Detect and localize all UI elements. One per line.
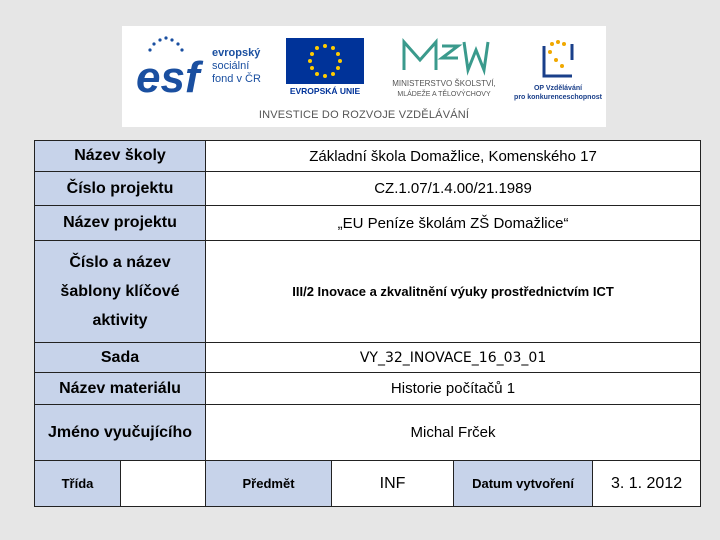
table-row <box>35 141 701 172</box>
label-project-number: Číslo projektu <box>35 172 206 206</box>
table-row <box>35 343 701 373</box>
project-info-table <box>34 140 701 507</box>
table-row <box>35 172 701 206</box>
op-vzdelavani-logo <box>514 36 602 106</box>
label-teacher-name: Jméno vyučujícího <box>35 405 206 461</box>
logo-banner <box>122 26 606 127</box>
op-line1: OP Vzdělávání <box>533 85 583 92</box>
table-row <box>35 241 701 343</box>
value-project-number: CZ.1.07/1.4.00/21.1989 <box>206 172 701 206</box>
value-material-name: Historie počítačů 1 <box>206 373 701 405</box>
label-school-name: Název školy <box>35 141 206 172</box>
table-row <box>35 405 701 461</box>
label-template: Číslo a název šablony klíčové aktivity <box>35 241 206 343</box>
svg-text:esf: esf <box>136 53 200 100</box>
value-created-date: 3. 1. 2012 <box>593 461 701 507</box>
label-created-date: Datum vytvoření <box>454 461 593 507</box>
esf-line1: evropský <box>212 47 261 59</box>
msmt-logo <box>384 32 504 102</box>
value-subject: INF <box>332 461 454 507</box>
esf-line2: sociální <box>212 60 250 72</box>
eu-flag-logo <box>282 38 368 96</box>
table-row <box>35 206 701 241</box>
value-school-name: Základní škola Domažlice, Komenského 17 <box>206 141 701 172</box>
value-project-name: „EU Peníze školám ZŠ Domažlice“ <box>206 206 701 241</box>
label-material-name: Název materiálu <box>35 373 206 405</box>
msmt-line1: MINISTERSTVO ŠKOLSTVÍ, <box>392 79 496 88</box>
label-set: Sada <box>35 343 206 373</box>
banner-caption: INVESTICE DO ROZVOJE VZDĚLÁVÁNÍ <box>258 109 470 121</box>
esf-line3: fond v ČR <box>212 73 261 85</box>
label-subject: Předmět <box>206 461 332 507</box>
value-class <box>121 461 206 507</box>
value-template: III/2 Inovace a zkvalitnění výuky prostřednictvím ICT <box>206 241 701 343</box>
label-project-name: Název projektu <box>35 206 206 241</box>
value-set: VY_32_INOVACE_16_03_01 <box>206 343 701 373</box>
esf-logo <box>134 34 269 100</box>
table-row <box>35 461 701 507</box>
msmt-line2: MLÁDEŽE A TĚLOVÝCHOVY <box>397 91 491 98</box>
eu-label: EVROPSKÁ UNIE <box>289 86 361 96</box>
value-teacher-name: Michal Frček <box>206 405 701 461</box>
label-class: Třída <box>35 461 121 507</box>
table-row <box>35 373 701 405</box>
op-line2: pro konkurenceschopnost <box>514 94 602 101</box>
